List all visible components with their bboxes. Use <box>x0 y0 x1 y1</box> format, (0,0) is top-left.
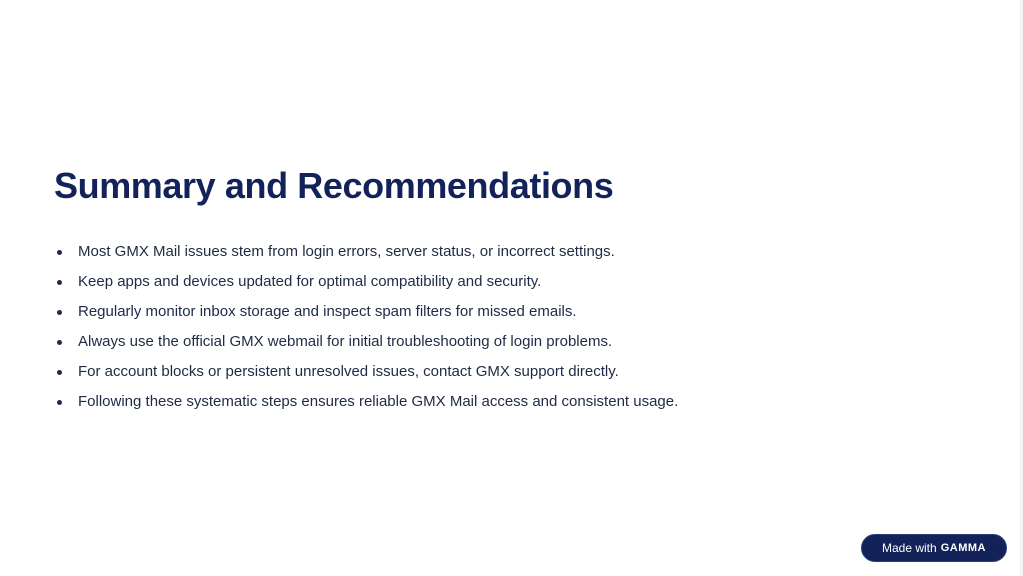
bullet-item <box>54 237 954 267</box>
bullet-text: Following these systematic steps ensures reliable GMX Mail access and consistent usage. <box>78 393 679 410</box>
bullet-text: Keep apps and devices updated for optimal compatibility and security. <box>78 273 542 290</box>
bullet-item <box>54 327 954 357</box>
bullet-dot-icon <box>57 370 62 375</box>
bullet-dot-icon <box>57 250 62 255</box>
bullet-dot-icon <box>57 340 62 345</box>
bullet-item <box>54 357 954 387</box>
slide-title: Summary and Recommendations <box>54 165 614 206</box>
gamma-logo-text: GAMMA <box>940 542 986 554</box>
bullet-dot-icon <box>57 280 62 285</box>
bullet-text: For account blocks or persistent unresolved issues, contact GMX support directly. <box>78 363 619 380</box>
made-with-gamma-badge[interactable] <box>861 534 1007 562</box>
bullet-text: Most GMX Mail issues stem from login errors, server status, or incorrect settings. <box>78 243 615 260</box>
bullet-dot-icon <box>57 400 62 405</box>
bullet-text: Regularly monitor inbox storage and inspect spam filters for missed emails. <box>78 303 577 320</box>
bullet-item <box>54 267 954 297</box>
bullet-text: Always use the official GMX webmail for initial troubleshooting of login problems. <box>78 333 613 350</box>
bullet-item <box>54 297 954 327</box>
bullet-dot-icon <box>57 310 62 315</box>
bullet-list <box>54 237 954 417</box>
bullet-item <box>54 387 954 417</box>
badge-prefix: Made with <box>882 541 937 555</box>
